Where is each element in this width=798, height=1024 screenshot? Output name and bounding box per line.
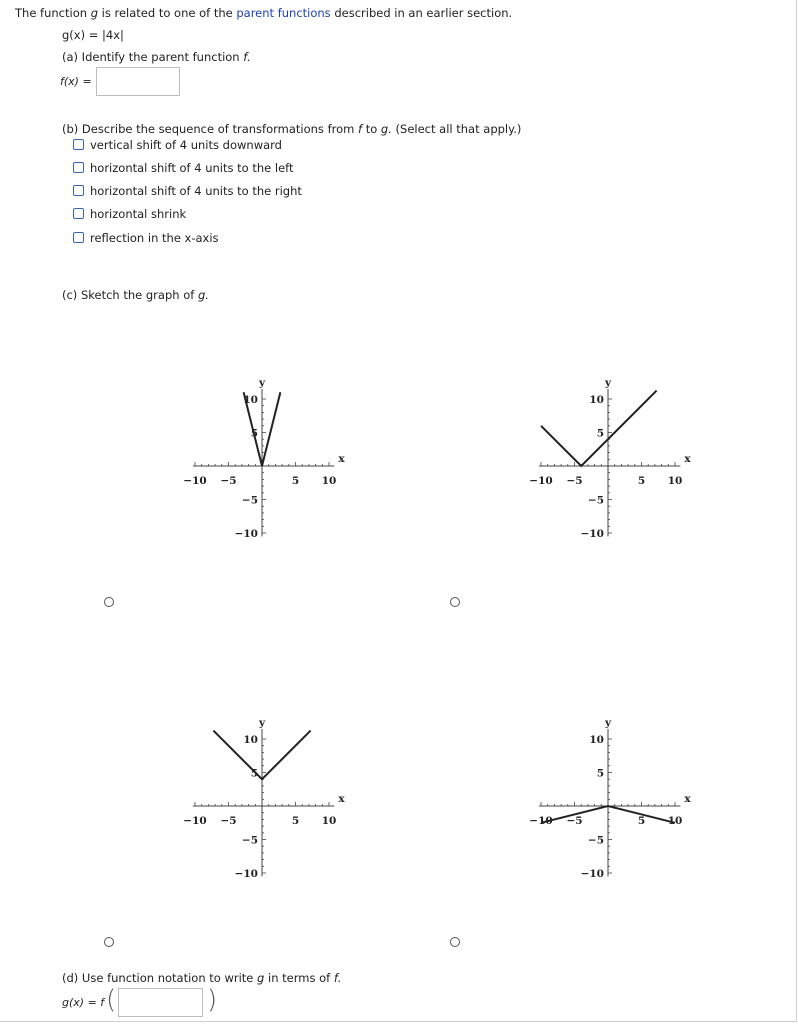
part-a-prompt xyxy=(62,50,251,64)
x-tick-label: −10 xyxy=(183,815,207,827)
part-b-prompt xyxy=(62,122,521,136)
x-tick-label: 10 xyxy=(321,815,337,827)
part-d-f: f. xyxy=(333,971,342,985)
part-d-mid: in terms of xyxy=(268,971,331,985)
function-notation-input[interactable] xyxy=(118,988,203,1017)
part-d-func: f xyxy=(100,996,105,1009)
option-label: horizontal shift of 4 units to the right xyxy=(90,184,302,198)
x-axis-label: x xyxy=(684,793,691,805)
part-b-g: g. xyxy=(380,122,392,136)
y-tick-label: 5 xyxy=(250,767,258,780)
x-tick-label: −10 xyxy=(529,475,553,487)
y-tick-label: 10 xyxy=(589,734,604,746)
part-d-lhs: g(x) = xyxy=(62,996,97,1009)
graph-option-2 xyxy=(456,305,766,605)
y-tick-label: 5 xyxy=(596,767,604,780)
function-definition xyxy=(62,28,124,42)
y-tick-label: 10 xyxy=(243,734,258,746)
x-tick-label: 5 xyxy=(291,475,300,487)
x-tick-label: 5 xyxy=(291,815,300,827)
option-label: horizontal shrink xyxy=(90,207,187,221)
option-label: reflection in the x-axis xyxy=(90,231,219,245)
part-b-to: to xyxy=(365,122,378,136)
intro-text xyxy=(15,6,512,20)
y-tick-label: 5 xyxy=(596,427,604,440)
y-axis-label: y xyxy=(258,376,266,389)
option-label: horizontal shift of 4 units to the left xyxy=(90,161,294,175)
part-a-var: f. xyxy=(243,50,251,64)
x-tick-label: 5 xyxy=(637,815,646,827)
y-tick-label: −5 xyxy=(241,834,258,847)
part-d-prefix: (d) Use function notation to write xyxy=(62,971,254,985)
x-tick-label: 10 xyxy=(667,815,683,827)
option-label: vertical shift of 4 units downward xyxy=(90,138,282,152)
part-d-prompt xyxy=(62,971,341,985)
x-axis-label: x xyxy=(338,793,345,805)
y-tick-label: 5 xyxy=(250,427,258,440)
part-b-f: f xyxy=(358,122,363,136)
y-axis-label: y xyxy=(604,716,612,729)
part-b-suffix: (Select all that apply.) xyxy=(395,122,522,136)
part-d-answer-lhs xyxy=(62,996,104,1009)
y-tick-label: −5 xyxy=(587,494,604,507)
part-a-input-label: f(x) = xyxy=(60,75,92,88)
x-tick-label: 5 xyxy=(637,475,646,487)
parent-function-input[interactable] xyxy=(96,67,180,96)
y-tick-label: −10 xyxy=(580,528,604,540)
open-paren: ( xyxy=(106,985,117,1015)
y-axis-label: y xyxy=(604,376,612,389)
x-tick-label: −5 xyxy=(566,475,583,487)
y-tick-label: −10 xyxy=(234,868,258,880)
x-tick-label: −5 xyxy=(220,815,237,827)
intro-var: g xyxy=(90,6,98,20)
option-checkbox[interactable] xyxy=(73,208,84,219)
x-tick-label: −10 xyxy=(183,475,207,487)
y-tick-label: 10 xyxy=(589,394,604,406)
y-tick-label: −10 xyxy=(580,868,604,880)
x-axis-label: x xyxy=(338,453,345,465)
y-tick-label: −10 xyxy=(234,528,258,540)
part-c-prompt xyxy=(62,288,209,302)
y-axis-label: y xyxy=(258,716,266,729)
graph-option-3 xyxy=(110,645,420,945)
intro-middle: is related to one of the xyxy=(101,6,233,20)
y-tick-label: −5 xyxy=(587,834,604,847)
x-tick-label: 10 xyxy=(667,475,683,487)
x-tick-label: −10 xyxy=(529,815,553,827)
part-b-prefix: (b) Describe the sequence of transformations from xyxy=(62,122,355,136)
part-a-prefix: (a) Identify the parent function xyxy=(62,50,240,64)
function-rhs: |4x| xyxy=(102,28,124,42)
option-checkbox[interactable] xyxy=(73,185,84,196)
close-paren: ) xyxy=(207,985,218,1015)
option-checkbox[interactable] xyxy=(73,139,84,150)
y-tick-label: 10 xyxy=(243,394,258,406)
option-checkbox[interactable] xyxy=(73,162,84,173)
part-c-var: g. xyxy=(197,288,209,302)
x-axis-label: x xyxy=(684,453,691,465)
x-tick-label: −5 xyxy=(220,475,237,487)
intro-prefix: The function xyxy=(15,6,88,20)
graph-option-4 xyxy=(456,645,766,945)
intro-suffix: described in an earlier section. xyxy=(334,6,513,20)
x-tick-label: 10 xyxy=(321,475,337,487)
part-d-g: g xyxy=(257,971,265,985)
function-lhs: g(x) = xyxy=(62,28,99,42)
part-c-prefix: (c) Sketch the graph of xyxy=(62,288,195,302)
y-tick-label: −5 xyxy=(241,494,258,507)
x-tick-label: −5 xyxy=(566,815,583,827)
graph-option-1 xyxy=(110,305,420,605)
option-checkbox[interactable] xyxy=(73,232,84,243)
parent-functions-link[interactable]: parent functions xyxy=(236,6,331,20)
